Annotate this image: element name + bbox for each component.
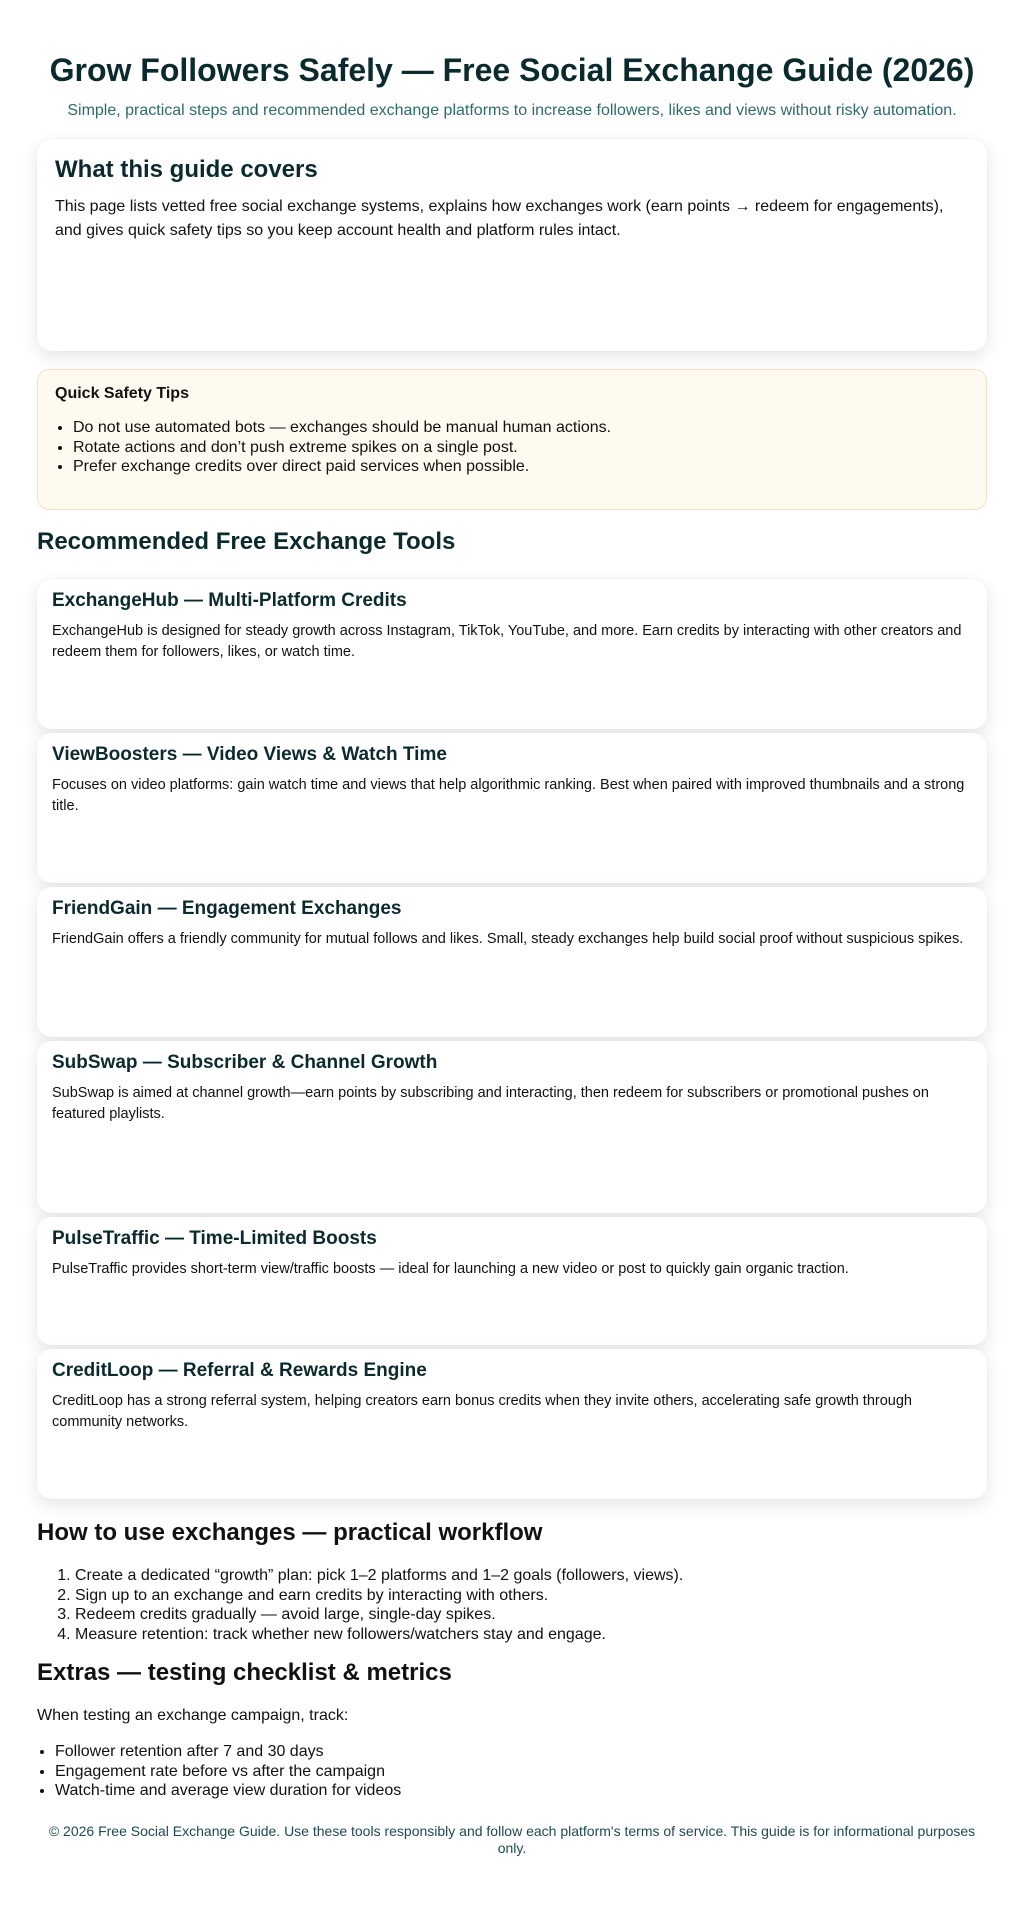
- intro-body: This page lists vetted free social exchange systems, explains how exchanges work (earn points → redeem for engagements), and gives quick safety tips so you keep account health and platform rules intact.: [55, 198, 944, 239]
- intro-title: What this guide covers: [55, 156, 318, 183]
- tool-description: PulseTraffic provides short-term view/traffic boosts — ideal for launching a new video or post to quickly gain organic traction.: [52, 1261, 849, 1277]
- metric-item: • Engagement rate before vs after the campaign: [55, 1762, 955, 1782]
- tool-name: ExchangeHub — Multi-Platform Credits: [52, 590, 407, 611]
- metric-item: • Follower retention after 7 and 30 days: [55, 1742, 955, 1762]
- recommended-tools-title: Recommended Free Exchange Tools: [37, 528, 456, 555]
- safety-tip-item: • Do not use automated bots — exchanges should be manual human actions.: [73, 418, 969, 438]
- page-title: Grow Followers Safely — Free Social Exchange Guide (2026): [49, 52, 975, 88]
- safety-tips-box: [37, 369, 987, 510]
- safety-tip-item: • Rotate actions and don’t push extreme spikes on a single post.: [73, 438, 969, 458]
- tool-name: ViewBoosters — Video Views & Watch Time: [52, 744, 447, 765]
- workflow-step: 3. Redeem credits gradually — avoid large, single-day spikes.: [75, 1605, 975, 1625]
- workflow-step: 1. Create a dedicated “growth” plan: pick 1–2 platforms and 1–2 goals (followers, views).: [75, 1566, 975, 1586]
- tool-name: PulseTraffic — Time-Limited Boosts: [52, 1228, 377, 1249]
- tool-description: ExchangeHub is designed for steady growth across Instagram, TikTok, YouTube, and more. Earn credits by interacting with other creators and redeem them for followers, likes, or watch time.: [52, 623, 962, 660]
- hero-header: [0, 50, 1024, 120]
- extras-intro: When testing an exchange campaign, track:: [37, 1707, 349, 1724]
- workflow-step: 2. Sign up to an exchange and earn credits by interacting with others.: [75, 1586, 975, 1606]
- workflow-title: How to use exchanges — practical workflow: [37, 1519, 543, 1546]
- tool-card-creditloop: [37, 1349, 987, 1499]
- safety-tip-item: • Prefer exchange credits over direct paid services when possible.: [73, 457, 969, 477]
- tool-card-friendgain: [37, 887, 987, 1037]
- workflow-steps-list: [37, 1566, 975, 1644]
- page-footer: © 2026 Free Social Exchange Guide. Use these tools responsibly and follow each platform's terms of service. This guide is for informational purposes only.: [48, 1823, 976, 1856]
- tool-name: FriendGain — Engagement Exchanges: [52, 898, 402, 919]
- tool-description: CreditLoop has a strong referral system, helping creators earn bonus credits when they invite others, accelerating safe growth through community networks.: [52, 1393, 912, 1430]
- tool-card-pulsetraffic: [37, 1217, 987, 1345]
- safety-tips-list: [55, 418, 969, 477]
- tool-name: CreditLoop — Referral & Rewards Engine: [52, 1360, 427, 1381]
- tool-description: SubSwap is aimed at channel growth—earn points by subscribing and interacting, then redeem for subscribers or promotional pushes on featured playlists.: [52, 1085, 929, 1122]
- tool-description: Focuses on video platforms: gain watch time and views that help algorithmic ranking. Best when paired with improved thumbnails and a strong title.: [52, 777, 965, 814]
- safety-tips-title: Quick Safety Tips: [55, 385, 189, 402]
- metrics-list: [37, 1742, 955, 1801]
- tool-name: SubSwap — Subscriber & Channel Growth: [52, 1052, 438, 1073]
- page-subtitle: Simple, practical steps and recommended exchange platforms to increase followers, likes and views without risky automation.: [67, 102, 957, 119]
- workflow-step: 4. Measure retention: track whether new followers/watchers stay and engage.: [75, 1625, 975, 1645]
- intro-card: [37, 139, 987, 351]
- tool-card-viewboosters: [37, 733, 987, 883]
- extras-title: Extras — testing checklist & metrics: [37, 1659, 452, 1686]
- metric-item: • Watch-time and average view duration for videos: [55, 1781, 955, 1801]
- tool-description: FriendGain offers a friendly community for mutual follows and likes. Small, steady exchanges help build social proof without suspicious spikes.: [52, 931, 964, 947]
- tool-card-subswap: [37, 1041, 987, 1213]
- tool-card-exchangehub: [37, 579, 987, 729]
